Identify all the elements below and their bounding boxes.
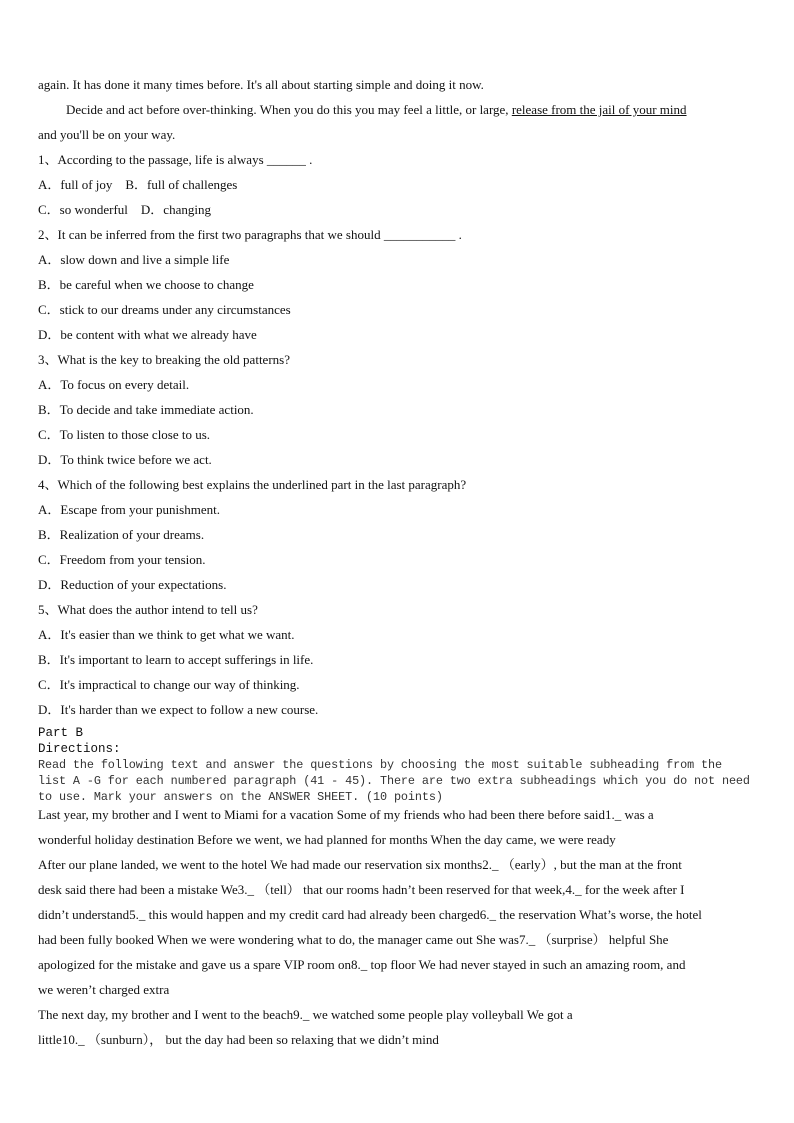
question-stem: 3、What is the key to breaking the old patterns? bbox=[38, 352, 290, 367]
directions-label: Directions: bbox=[38, 742, 121, 756]
answer-option: D．To think twice before we act. bbox=[38, 452, 212, 467]
story-line: After our plane landed, we went to the hotel We had made our reservation six months2._ （early）, but the man at the front bbox=[38, 857, 682, 872]
story-line: little10._ （sunburn）， but the day had been so relaxing that we didn’t mind bbox=[38, 1032, 439, 1047]
question-stem: 4、Which of the following best explains the underlined part in the last paragraph? bbox=[38, 477, 467, 492]
passage-paragraph bbox=[38, 97, 768, 122]
part-b-title: Part B bbox=[38, 726, 84, 740]
story-line: desk said there had been a mistake We3._ （tell） that our rooms hadn’t been reserved for that week,4._ for the week after I bbox=[38, 882, 685, 897]
answer-option: B．Realization of your dreams. bbox=[38, 527, 205, 542]
answer-option: D．Reduction of your expectations. bbox=[38, 577, 227, 592]
answer-option: A．Escape from your punishment. bbox=[38, 502, 220, 517]
answer-option: C．Freedom from your tension. bbox=[38, 552, 206, 567]
directions-line: list A -G for each numbered paragraph (41 - 45). There are two extra subheadings which you do not need bbox=[38, 774, 750, 788]
directions-line: Read the following text and answer the questions by choosing the most suitable subheading from the bbox=[38, 758, 722, 772]
answer-option: D．It's harder than we expect to follow a new course. bbox=[38, 702, 319, 717]
passage-line: again. It has done it many times before. It's all about starting simple and doing it now. bbox=[38, 77, 484, 92]
directions-text bbox=[38, 757, 778, 805]
story-line: didn’t understand5._ this would happen and my credit card had already been charged6._ the reservation What’s worse, the hotel bbox=[38, 907, 702, 922]
story-line: apologized for the mistake and gave us a spare VIP room on8._ top floor We had never stayed in such an amazing room, and bbox=[38, 957, 686, 972]
question-list bbox=[38, 147, 768, 722]
answer-option: D．be content with what we already have bbox=[38, 327, 257, 342]
answer-option: A．It's easier than we think to get what we want. bbox=[38, 627, 295, 642]
passage-text: Decide and act before over-thinking. When you do this you may feel a little, or large, bbox=[66, 102, 512, 117]
question-stem: 1、According to the passage, life is always ______ . bbox=[38, 152, 313, 167]
part-b-section bbox=[38, 725, 778, 805]
question-stem: 5、What does the author intend to tell us? bbox=[38, 602, 258, 617]
underlined-phrase: release from the jail of your mind bbox=[511, 102, 687, 117]
question-stem: 2、It can be inferred from the first two paragraphs that we should ___________ . bbox=[38, 227, 462, 242]
answer-option: C．To listen to those close to us. bbox=[38, 427, 211, 442]
answer-option: C．so wonderful D．changing bbox=[38, 202, 211, 217]
passage-line: and you'll be on your way. bbox=[38, 127, 176, 142]
story-line: we weren’t charged extra bbox=[38, 982, 170, 997]
story-line: had been fully booked When we were wondering what to do, the manager came out She was7._ （surprise） helpful She bbox=[38, 932, 669, 947]
answer-option: B．be careful when we choose to change bbox=[38, 277, 254, 292]
answer-option: C．It's impractical to change our way of thinking. bbox=[38, 677, 300, 692]
answer-option: B．To decide and take immediate action. bbox=[38, 402, 254, 417]
story-passage bbox=[38, 802, 778, 1052]
directions-line: to use. Mark your answers on the ANSWER SHEET. (10 points) bbox=[38, 790, 443, 804]
answer-option: A．slow down and live a simple life bbox=[38, 252, 230, 267]
answer-option: A．full of joy B．full of challenges bbox=[38, 177, 238, 192]
reading-passage bbox=[38, 72, 768, 722]
story-line: Last year, my brother and I went to Miami for a vacation Some of my friends who had been there before said1._ was a bbox=[38, 807, 654, 822]
answer-option: C．stick to our dreams under any circumstances bbox=[38, 302, 291, 317]
answer-option: B．It's important to learn to accept sufferings in life. bbox=[38, 652, 314, 667]
story-line: wonderful holiday destination Before we went, we had planned for months When the day came, we were ready bbox=[38, 832, 616, 847]
answer-option: A．To focus on every detail. bbox=[38, 377, 190, 392]
story-line: The next day, my brother and I went to the beach9._ we watched some people play volleyball We got a bbox=[38, 1007, 573, 1022]
